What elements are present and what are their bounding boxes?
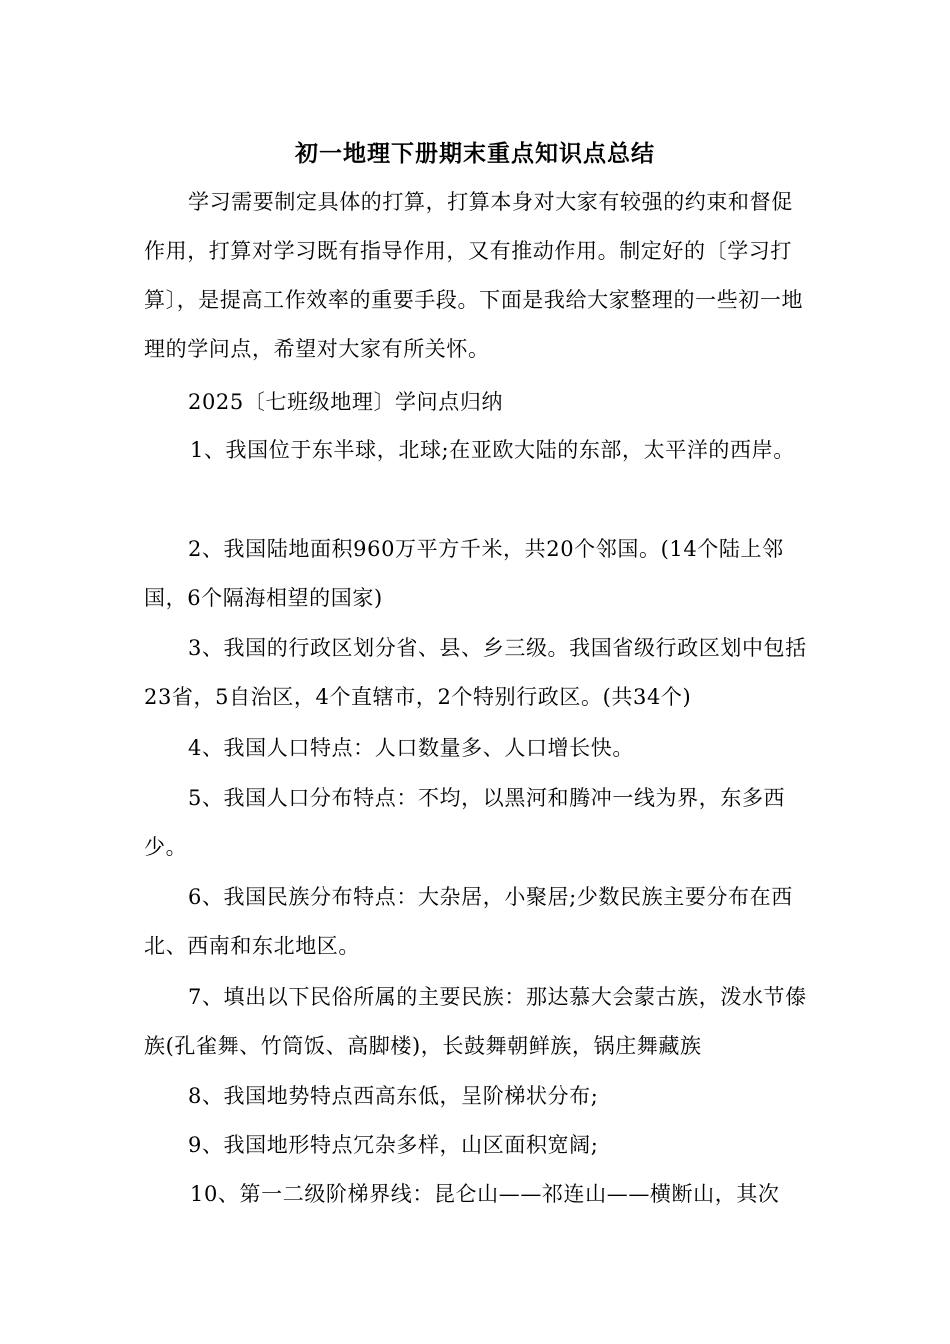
list-item-7: 7、填出以下民俗所属的主要民族：那达慕大会蒙古族，泼水节傣族(孔雀舞、竹筒饭、高脚楼)，长鼓舞朝鲜族，锅庄舞藏族	[144, 985, 807, 1058]
section-subtitle: 2025〔七班级地理〕学问点归纳	[188, 390, 504, 414]
intro-paragraph: 学习需要制定具体的打算，打算本身对大家有较强的约束和督促作用，打算对学习既有指导作用，又有推动作用。制定好的〔学习打算〕，是提高工作效率的重要手段。下面是我给大家整理的一些初一地理的学问点，希望对大家有所关怀。	[144, 190, 804, 361]
list-item-2: 2、我国陆地面积960万平方千米，共20个邻国。(14个陆上邻国，6个隔海相望的国家)	[144, 537, 784, 610]
document-title: 初一地理下册期末重点知识点总结	[295, 140, 655, 167]
list-item-5: 5、我国人口分布特点：不均，以黑河和腾冲一线为界，东多西少。	[144, 786, 786, 859]
list-item-8: 8、我国地势特点西高东低，呈阶梯状分布;	[188, 1084, 599, 1108]
list-item-9: 9、我国地形特点冗杂多样，山区面积宽阔;	[188, 1133, 599, 1157]
list-item-3: 3、我国的行政区划分省、县、乡三级。我国省级行政区划中包括23省，5自治区，4个直辖市，2个特别行政区。(共34个)	[144, 636, 807, 709]
list-item-1: 1、我国位于东半球，北球;在亚欧大陆的东部，太平洋的西岸。	[190, 438, 795, 462]
list-item-10: 10、第一二级阶梯界线：昆仑山——祁连山——横断山，其次	[190, 1182, 780, 1206]
list-item-4: 4、我国人口特点：人口数量多、人口增长快。	[188, 736, 634, 760]
list-item-6: 6、我国民族分布特点：大杂居，小聚居;少数民族主要分布在西北、西南和东北地区。	[144, 885, 793, 958]
